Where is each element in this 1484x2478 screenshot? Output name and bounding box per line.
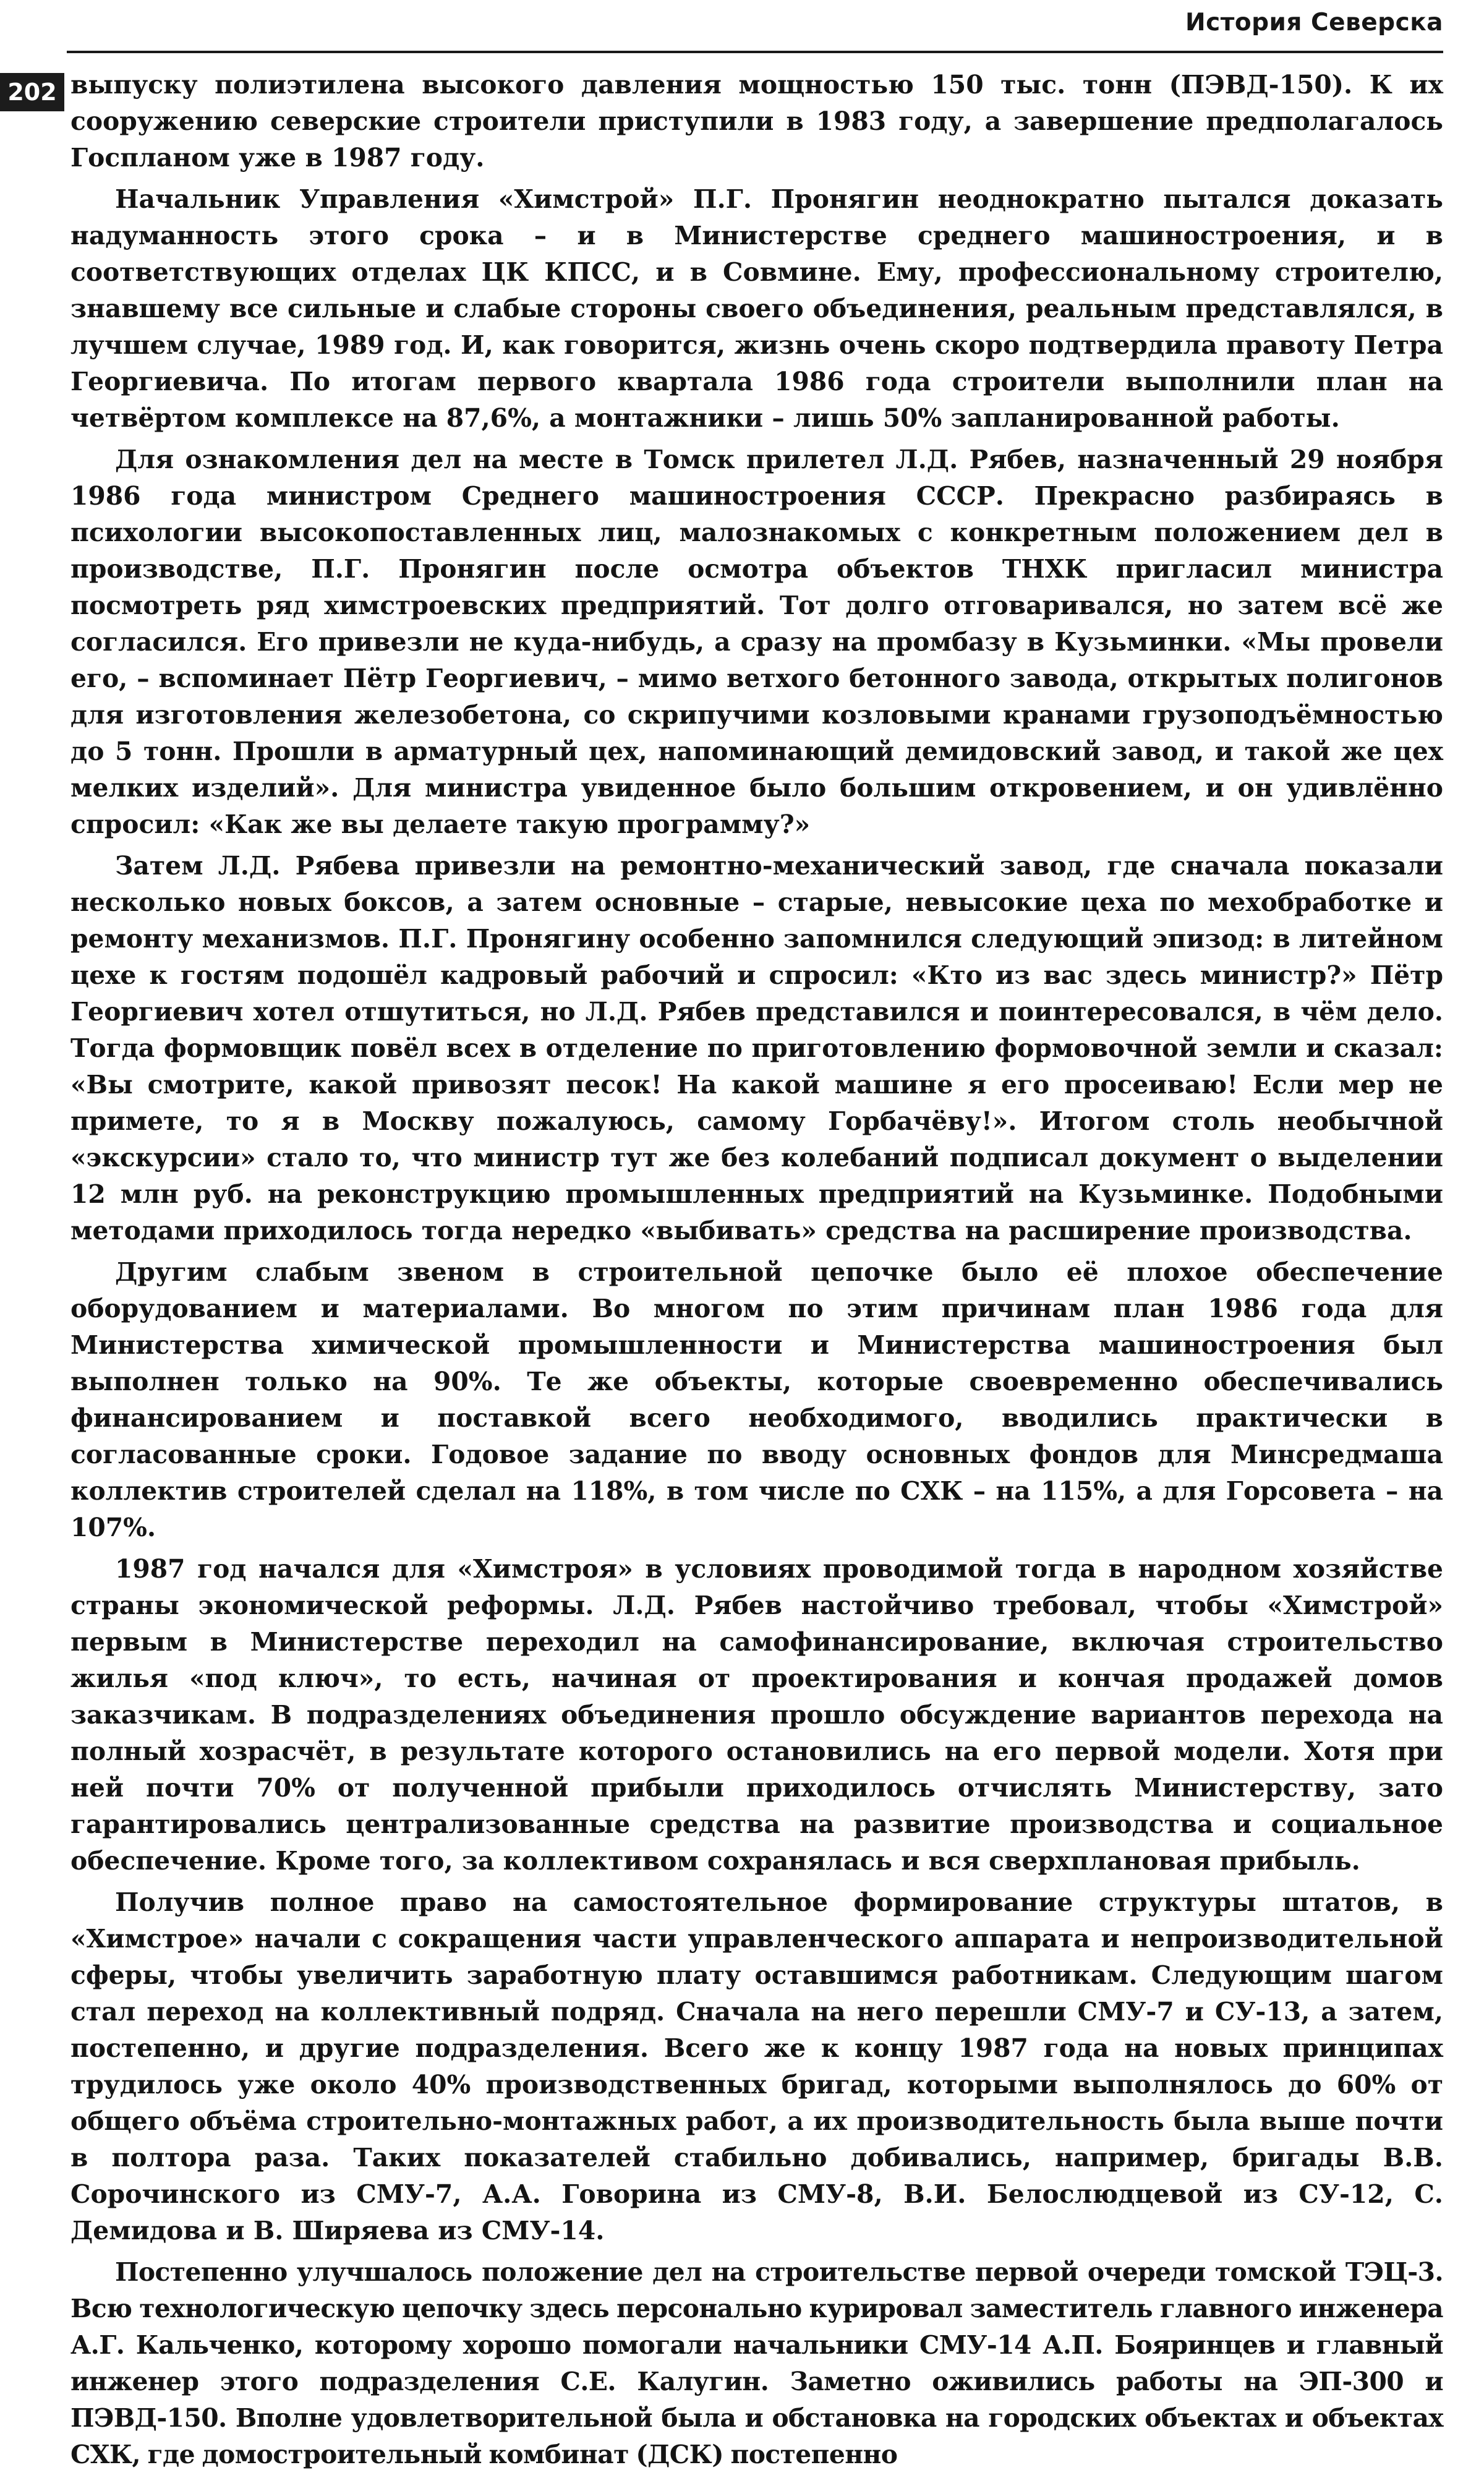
- running-header-title: История Северска: [1185, 9, 1443, 36]
- page-number-badge: 202: [0, 73, 64, 111]
- paragraph: 1987 год начался для «Химстроя» в условиях проводимой тогда в народном хозяйстве страны экономической реформы. Л.Д. Рябев настойчиво требовал, чтобы «Химстрой» первым в Министерстве переходил на самофинансирование, включая строительство жилья «под ключ», то есть, начиная от проектирования и кончая продажей домов заказчикам. В подразделениях объединения прошло обсуждение вариантов перехода на полный хозрасчёт, в результате которого остановились на его первой модели. Хотя при ней почти 70% от полученной прибыли приходилось отчислять Министерству, зато гарантировались централизованные средства на развитие производства и социальное обеспечение. Кроме того, за коллективом сохранялась и вся сверхплановая прибыль.: [70, 1554, 1443, 1876]
- paragraph: Постепенно улучшалось положение дел на строительстве первой очереди томской ТЭЦ-3. Всю технологическую цепочку здесь персонально курировал заместитель главного инженера А.Г. Кальченко, которому хорошо помогали начальники СМУ-14 А.П. Бояринцев и главный инженер этого подразделения С.Е. Калугин. Заметно оживились работы на ЭП-300 и ПЭВД-150. Вполне удовлетворительной была и обстановка на городских объектах и объектах СХК, где домостроительный комбинат (ДСК) постепенно: [70, 2257, 1443, 2469]
- paragraph: Получив полное право на самостоятельное формирование структуры штатов, в «Химстрое» начали с сокращения части управленческого аппарата и непроизводительной сферы, чтобы увеличить заработную плату оставшимся работникам. Следующим шагом стал переход на коллективный подряд. Сначала на него перешли СМУ-7 и СУ-13, а затем, постепенно, и другие подразделения. Всего же к концу 1987 года на новых принципах трудилось уже около 40% производственных бригад, которыми выполнялось до 60% от общего объёма строительно-монтажных работ, а их производительность была выше почти в полтора раза. Таких показателей стабильно добивались, например, бригады В.В. Сорочинского из СМУ-7, А.А. Говорина из СМУ-8, В.И. Белослюдцевой из СУ-12, С. Демидова и В. Ширяева из СМУ-14.: [70, 1887, 1443, 2245]
- paragraph: Затем Л.Д. Рябева привезли на ремонтно-механический завод, где сначала показали несколько новых боксов, а затем основные – старые, невысокие цеха по мехобработке и ремонту механизмов. П.Г. Пронягину особенно запомнился следующий эпизод: в литейном цехе к гостям подошёл кадровый рабочий и спросил: «Кто из вас здесь министр?» Пётр Георгиевич хотел отшутиться, но Л.Д. Рябев представился и поинтересовался, в чём дело. Тогда формовщик повёл всех в отделение по приготовлению формовочной земли и сказал: «Вы смотрите, какой привозят песок! На какой машине я его просеиваю! Если мер не примете, то я в Москву пожалуюсь, самому Горбачёву!». Итогом столь необычной «экскурсии» стало то, что министр тут же без колебаний подписал документ о выделении 12 млн руб. на реконструкцию промышленных предприятий на Кузьминке. Подобными методами приходилось тогда нередко «выбивать» средства на расширение производства.: [70, 851, 1443, 1245]
- paragraph: выпуску полиэтилена высокого давления мощностью 150 тыс. тонн (ПЭВД-150). К их сооружению северские строители приступили в 1983 году, а завершение предполагалось Госпланом уже в 1987 году.: [70, 70, 1443, 173]
- header-rule: [67, 51, 1443, 53]
- paragraph: Начальник Управления «Химстрой» П.Г. Пронягин неоднократно пытался доказать надуманность этого срока – и в Министерстве среднего машиностроения, и в соответствующих отделах ЦК КПСС, и в Совмине. Ему, профессиональному строителю, знавшему все сильные и слабые стороны своего объединения, реальным представлялся, в лучшем случае, 1989 год. И, как говорится, жизнь очень скоро подтвердила правоту Петра Георгиевича. По итогам первого квартала 1986 года строители выполнили план на четвёртом комплексе на 87,6%, а монтажники – лишь 50% запланированной работы.: [70, 184, 1443, 433]
- paragraph: Для ознакомления дел на месте в Томск прилетел Л.Д. Рябев, назначенный 29 ноября 1986 года министром Среднего машиностроения СССР. Прекрасно разбираясь в психологии высокопоставленных лиц, малознакомых с конкретным положением дел в производстве, П.Г. Пронягин после осмотра объектов ТНХК пригласил министра посмотреть ряд химстроевских предприятий. Тот долго отговаривался, но затем всё же согласился. Его привезли не куда-нибудь, а сразу на промбазу в Кузьминки. «Мы провели его, – вспоминает Пётр Георгиевич, – мимо ветхого бетонного завода, открытых полигонов для изготовления железобетона, со скрипучими козловыми кранами грузоподъёмностью до 5 тонн. Прошли в арматурный цех, напоминающий демидовский завод, и такой же цех мелких изделий». Для министра увиденное было большим откровением, и он удивлённо спросил: «Как же вы делаете такую программу?»: [70, 445, 1443, 839]
- body-text: [70, 67, 1443, 2478]
- paragraph: Другим слабым звеном в строительной цепочке было её плохое обеспечение оборудованием и материалами. Во многом по этим причинам план 1986 года для Министерства химической промышленности и Министерства машиностроения был выполнен только на 90%. Те же объекты, которые своевременно обеспечивались финансированием и поставкой всего необходимого, вводились практически в согласованные сроки. Годовое задание по вводу основных фондов для Минсредмаша коллектив строителей сделал на 118%, в том числе по СХК – на 115%, а для Горсовета – на 107%.: [70, 1257, 1443, 1542]
